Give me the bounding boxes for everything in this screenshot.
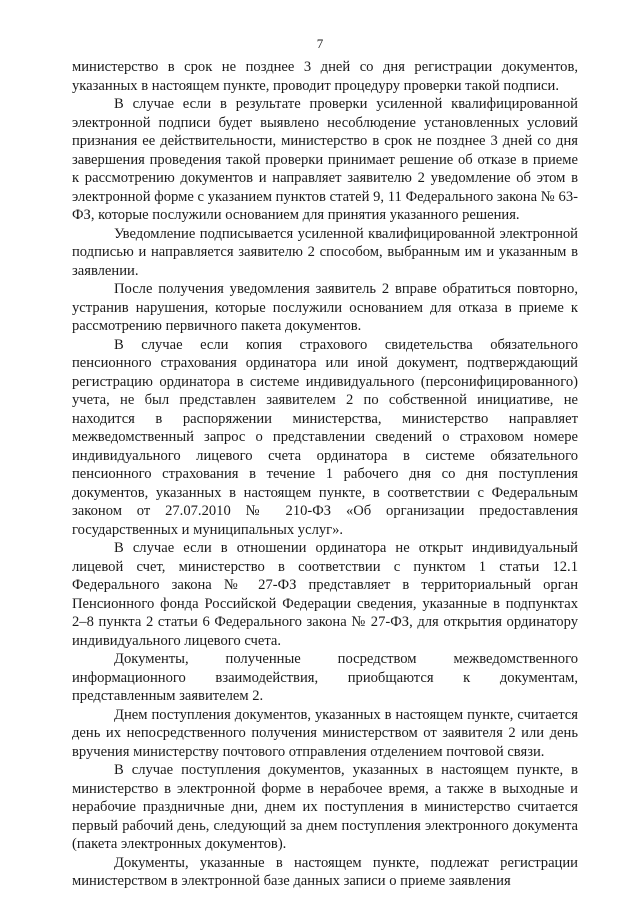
paragraph: В случае если в отношении ординатора не открыт индивидуальный лицевой счет, министерство в соответствии с пунктом 1 статьи 12.1 Федерального закона № 27-ФЗ представляет в территориальный орган Пенсионного фонда Российской Федерации сведения, указанные в подпунктах 2–8 пункта 2 статьи 6 Федерального закона № 27-ФЗ, для открытия ординатору индивидуального лицевого счета. — [72, 540, 578, 649]
paragraph: В случае если в результате проверки усиленной квалифицированной электронной подписи будет выявлено несоблюдение установленных условий признания ее действительности, министерство в срок не позднее 3 дней со дня завершения проведения такой проверки принимает решение об отказе в приеме к рассмотрению документов и направляет заявителю 2 уведомление об этом в электронной форме с указанием пунктов статей 9, 11 Федерального закона № 63-ФЗ, которые послужили основанием для принятия указанного решения. — [72, 96, 578, 223]
paragraph: Документы, полученные посредством межведомственного информационного взаимодействия, приобщаются к документам, представленным заявителем 2. — [72, 651, 578, 704]
paragraph: министерство в срок не позднее 3 дней со дня регистрации документов, указанных в настоящем пункте, проводит процедуру проверки такой подписи. — [72, 59, 578, 94]
paragraph: После получения уведомления заявитель 2 вправе обратиться повторно, устранив нарушения, которые послужили основанием для отказа в приеме к рассмотрению первичного пакета документов. — [72, 281, 578, 334]
paragraph: Днем поступления документов, указанных в настоящем пункте, считается день их непосредственного получения министерством от заявителя 2 или день вручения министерству почтового отправления отделением почтовой связи. — [72, 706, 578, 760]
paragraph: В случае поступления документов, указанных в настоящем пункте, в министерство в электронной форме в нерабочее время, а также в выходные и нерабочие праздничные дни, днем их поступления в министерство считается первый рабочий день, следующий за днем поступления электронного документа (пакета электронных документов). — [72, 762, 578, 852]
paragraph: В случае если копия страхового свидетельства обязательного пенсионного страхования ординатора или иной документ, подтверждающий регистрацию ординатора в системе индивидуального (персонифицированного) учета, не был представлен заявителем 2 по собственной инициативе, не находится в распоряжении министерства, министерство направляет межведомственный запрос о представлении сведений о страховом номере индивидуального лицевого счета ординатора в системе обязательного пенсионного страхования в течение 1 рабочего дня со дня поступления документов, указанных в настоящем пункте, в соответствии с Федеральным законом от 27.07.2010 № 210-ФЗ «Об организации предоставления государственных и муниципальных услуг». — [72, 336, 578, 538]
document-body — [72, 58, 578, 891]
paragraph: Документы, указанные в настоящем пункте, подлежат регистрации министерством в электронной базе данных записи о приеме заявления — [72, 854, 578, 889]
paragraph: Уведомление подписывается усиленной квалифицированной электронной подписью и направляется заявителю 2 способом, выбранным им и указанным в заявлении. — [72, 225, 578, 279]
page-number: 7 — [316, 36, 324, 51]
